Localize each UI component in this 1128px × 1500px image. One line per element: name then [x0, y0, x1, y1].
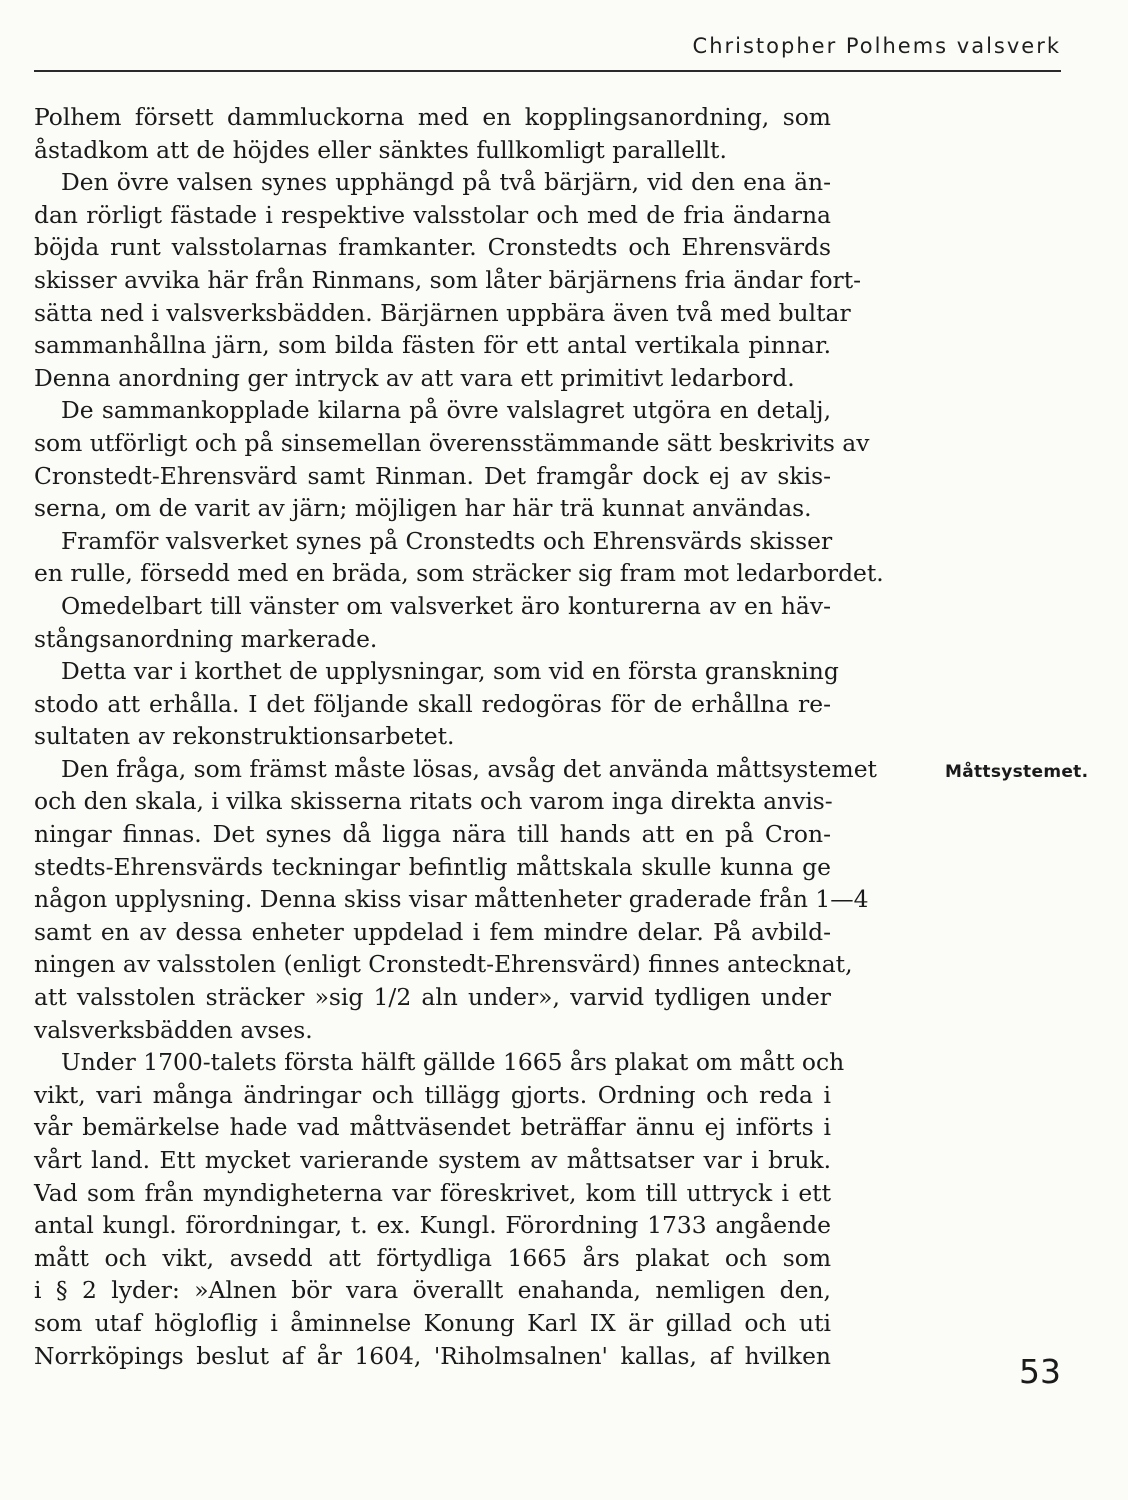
text-line: Denna anordning ger intryck av att vara ett primitivt ledarbord. [34, 363, 795, 392]
text-line: vårt land. Ett mycket varierande system av måttsatser var i bruk. [34, 1146, 831, 1174]
text-line: sätta ned i valsverksbädden. Bärjärnen uppbära även två med bultar [34, 298, 851, 327]
text-line: ningen av valsstolen (enligt Cronstedt-Ehrensvärd) finnes antecknat, [34, 950, 853, 979]
paragraph [34, 525, 884, 590]
text-line: som utförligt och på sinsemellan överensstämmande sätt beskrivits av [34, 428, 870, 457]
text-line: ningar finnas. Det synes då ligga nära till hands att en på Cron- [34, 820, 831, 849]
text-line: De sammankopplade kilarna på övre valslagret utgöra en detalj, [61, 396, 831, 425]
margin-note: Måttsystemet. [945, 762, 1089, 782]
text-line: böjda runt valsstolarnas framkanter. Cronstedts och Ehrensvärds [34, 233, 831, 262]
text-line: Polhem försett dammluckorna med en kopplingsanordning, som [34, 103, 831, 131]
text-line: att valsstolen sträcker »sig 1/2 aln under», varvid tydligen under [34, 983, 831, 1012]
text-line: Detta var i korthet de upplysningar, som vid en första granskning [61, 657, 839, 686]
text-line: sammanhållna järn, som bilda fästen för ett antal vertikala pinnar. [34, 331, 831, 360]
text-line: Cronstedt-Ehrensvärd samt Rinman. Det framgår dock ej av skis- [34, 461, 831, 490]
text-line: Framför valsverket synes på Cronstedts och Ehrensvärds skisser [61, 526, 833, 555]
text-line: Under 1700-talets första hälft gällde 1665 års plakat om mått och [61, 1048, 845, 1077]
text-line: samt en av dessa enheter uppdelad i fem mindre delar. På avbild- [34, 917, 831, 946]
paragraph [34, 655, 839, 753]
text-line: Omedelbart till vänster om valsverket äro konturerna av en häv- [61, 591, 831, 620]
text-line: serna, om de varit av järn; möjligen har här trä kunnat användas. [34, 494, 812, 523]
text-line: vikt, vari många ändringar och tillägg gjorts. Ordning och reda i [34, 1080, 831, 1109]
text-line: någon upplysning. Denna skiss visar måttenheter graderade från 1—4 [34, 885, 869, 914]
text-line: Den fråga, som främst måste lösas, avsåg det använda måttsystemet [61, 754, 877, 783]
text-line: i § 2 lyder: »Alnen bör vara överallt enahanda, nemligen den, [34, 1276, 831, 1305]
text-line: stångsanordning markerade. [34, 624, 378, 653]
text-line: Den övre valsen synes upphängd på två bärjärn, vid den ena än- [61, 168, 831, 197]
text-line: Norrköpings beslut af år 1604, 'Riholmsalnen' kallas, af hvilken [34, 1341, 831, 1370]
paragraph [34, 1046, 845, 1372]
text-line: stodo att erhålla. I det följande skall redogöras för de erhållna re- [34, 689, 831, 718]
paragraph [34, 101, 831, 166]
header-rule [34, 70, 1061, 72]
text-line: åstadkom att de höjdes eller sänktes fullkomligt parallellt. [34, 135, 727, 164]
paragraph [34, 590, 831, 655]
body-text [34, 101, 884, 1372]
text-line: och den skala, i vilka skisserna ritats och varom inga direkta anvis- [34, 787, 833, 816]
text-line: antal kungl. förordningar, t. ex. Kungl. Förordning 1733 angående [34, 1211, 831, 1240]
running-head: Christopher Polhems valsverk [692, 34, 1061, 58]
text-line: stedts-Ehrensvärds teckningar befintlig måttskala skulle kunna ge [34, 852, 831, 881]
text-line: dan rörligt fästade i respektive valsstolar och med de fria ändarna [34, 200, 831, 229]
text-line: valsverksbädden avses. [34, 1015, 313, 1044]
text-line: vår bemärkelse hade vad måttväsendet beträffar ännu ej införts i [34, 1113, 831, 1142]
paragraph [34, 753, 877, 1046]
text-line: som utaf högloflig i åminnelse Konung Karl IX är gillad och uti [34, 1308, 831, 1337]
text-line: mått och vikt, avsedd att förtydliga 1665 års plakat och som [34, 1243, 831, 1272]
page-number: 53 [1019, 1352, 1061, 1391]
text-line: skisser avvika här från Rinmans, som låter bärjärnens fria ändar fort- [34, 265, 862, 294]
paragraph [34, 394, 870, 524]
text-line: en rulle, försedd med en bräda, som sträcker sig fram mot ledarbordet. [34, 559, 884, 588]
text-line: Vad som från myndigheterna var föreskrivet, kom till uttryck i ett [34, 1178, 831, 1207]
paragraph [34, 166, 862, 394]
text-line: sultaten av rekonstruktionsarbetet. [34, 722, 455, 751]
